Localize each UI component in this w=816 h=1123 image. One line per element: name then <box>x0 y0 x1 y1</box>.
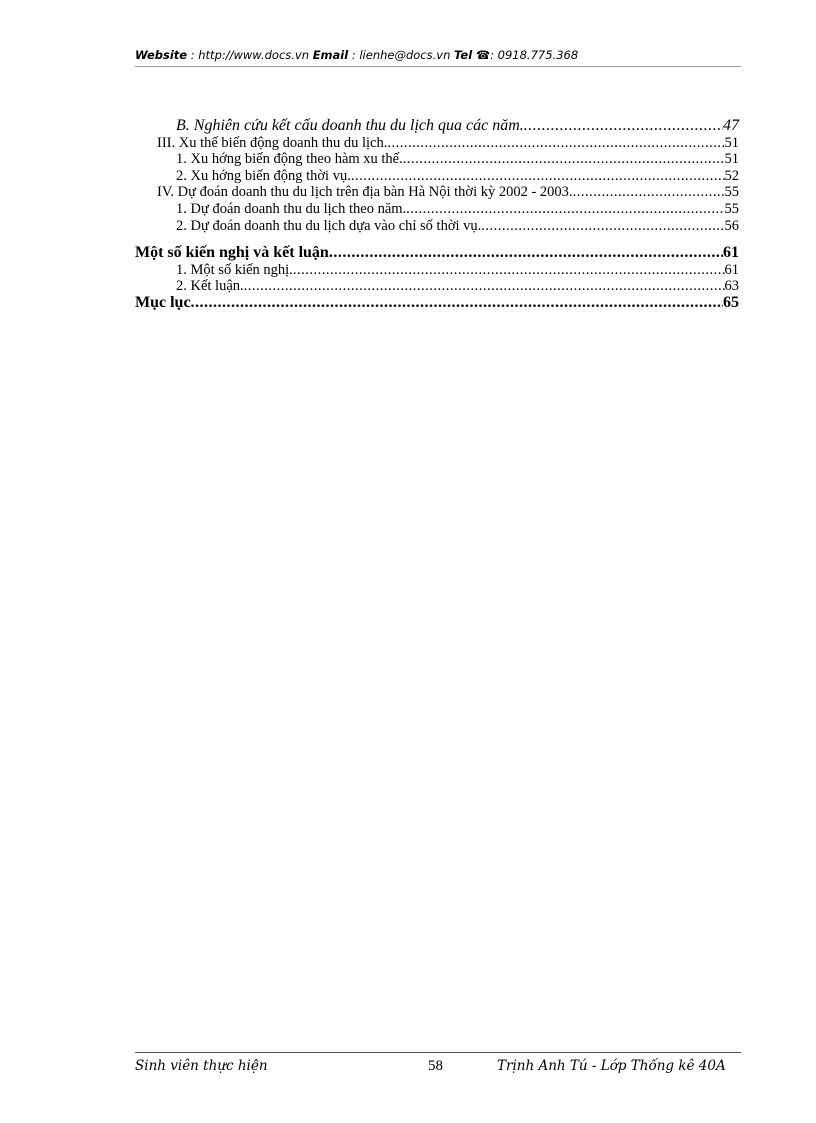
toc-page-number: 47 <box>723 117 739 134</box>
toc-entry: 2. Dự đoán doanh thu du lịch dựa vào chỉ số thời vụ. ..... 56 <box>135 218 739 235</box>
toc-page-number: 51 <box>724 134 739 151</box>
toc-entry: B. Nghiên cứu kết cấu doanh thu du lịch qua các năm. ..... 47 <box>135 118 739 135</box>
toc-entry: 1. Dự đoán doanh thu du lịch theo năm. ..... 55 <box>135 201 739 218</box>
leader-dots <box>406 201 724 218</box>
toc-entry: 2. Kết luận. ..... 63 <box>135 278 739 295</box>
toc-page-number: 55 <box>724 200 739 217</box>
toc-entry: 1. Một số kiến nghị. ..... 61 <box>135 262 739 279</box>
toc-entry: IV. Dự đoán doanh thu du lịch trên địa bàn Hà Nội thời kỳ 2002 - 2003. ..... 55 <box>135 184 739 201</box>
tel-label: Tel <box>454 48 473 62</box>
footer-author-label: Sinh viên thực hiện <box>135 1058 268 1074</box>
leader-dots <box>573 184 725 201</box>
leader-dots <box>387 135 724 152</box>
toc-page-number: 52 <box>724 167 739 184</box>
header-divider <box>135 66 741 67</box>
toc-entry: III. Xu thế biến động doanh thu du lịch. ..... 51 <box>135 135 739 152</box>
toc-page-number: 51 <box>724 151 739 168</box>
footer-page-number: 58 <box>428 1058 443 1074</box>
toc-page-number: 61 <box>724 261 739 278</box>
email-label: Email <box>312 48 349 62</box>
leader-dots <box>481 218 724 235</box>
toc-entry: 1. Xu hớng biến động theo hàm xu thế. ..... 51 <box>135 151 739 168</box>
tel-value: : 0918.775.368 <box>490 48 579 62</box>
leader-dots <box>351 168 725 185</box>
toc-page-number: 65 <box>723 293 739 311</box>
phone-icon: ☎ <box>475 48 491 62</box>
toc-page-number: 63 <box>724 278 739 295</box>
leader-dots <box>244 278 725 295</box>
leader-dots <box>293 262 725 279</box>
website-label: Website <box>135 48 188 62</box>
table-of-contents <box>135 118 739 312</box>
website-value: : http://www.docs.vn <box>190 48 310 62</box>
leader-dots <box>403 151 725 168</box>
leader-dots <box>329 245 723 262</box>
leader-dots <box>191 295 723 312</box>
leader-dots <box>524 118 723 135</box>
toc-entry: 2. Xu hớng biến động thời vụ. ..... 52 <box>135 168 739 185</box>
page-header <box>135 48 741 62</box>
toc-page-number: 61 <box>723 244 739 262</box>
email-value: : lienhe@docs.vn <box>351 48 451 62</box>
footer-divider <box>135 1052 741 1053</box>
footer-author-name: Trịnh Anh Tú - Lớp Thống kê 40A <box>497 1058 726 1074</box>
toc-section-entry: Một số kiến nghị và kết luận ..... 61 <box>135 245 739 262</box>
toc-page-number: 56 <box>724 217 739 234</box>
toc-section-entry: Mục lục ..... 65 <box>135 295 739 312</box>
toc-page-number: 55 <box>724 184 739 201</box>
